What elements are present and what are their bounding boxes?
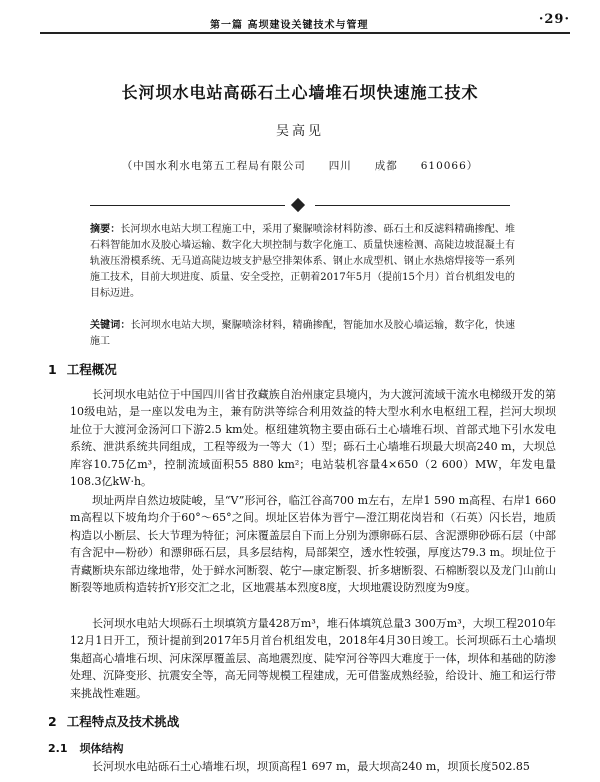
paragraph-1: 长河坝水电站位于中国四川省甘孜藏族自治州康定县境内，为大渡河流域干流水电梯级开发的第10级电站，是一座以发电为主，兼有防洪等综合利用效益的特大型水利水电枢纽工程，拦河大坝坝址位于大渡河金汤河口下游2.5 km处。枢纽建筑物主要由砾石土心墙堆石坝、首部式地下引水发电系统、泄洪系统共同组成，工程等级为一等大（1）型；砾石土心墙堆石坝最大坝高240 m，大坝总库容10.75亿m³，控制流域面积55 880 km²；电站装机容量4×650（2 600）MW，年发电量108.3亿kW·h。 <box>70 388 556 489</box>
paragraph-3: 长河坝水电站大坝砾石土坝填筑方量428万m³，堆石体填筑总量3 300万m³，大坝工程2010年12月1日开工，预计提前到2017年5月首台机组发电，2018年4月30日竣工。长河坝砾石土心墙坝集超高心墙堆石坝、河床深厚覆盖层、高地震烈度、陡窄河谷等四大难度于一体，坝体和基础的防渗处理、沉降变形、抗震安全等，高无同等规模工程建成，无可借鉴成熟经验，给设计、施工和运行带来挑战性难题。 <box>70 617 556 700</box>
section-heading-2 <box>48 712 179 730</box>
section-number: 2 <box>48 714 57 729</box>
section-title: 工程概况 <box>66 362 117 377</box>
section-title: 工程特点及技术挑战 <box>66 714 180 729</box>
paragraph-2: 坝址两岸自然边坡陡峻，呈“V”形河谷，临江谷高700 m左右，左岸1 590 m高程、右岸1 660 m高程以下坡角均介于60°～65°之间。坝址区岩体为晋宁—澄江期花岗岩和（石英）闪长岩，地质构造以小断层、长大节理为特征；河床覆盖层自下而上分别为漂卵砾石层、含泥漂卵砂砾石层（中部有含泥中—粉砂）和漂卵砾石层，具多层结构，局部架空，透水性较强，厚度达79.3 m。坝址位于青藏断块东部边缘地带，处于鲜水河断裂、乾宁—康定断裂、折多塘断裂、石棉断裂以及龙门山前山断裂等地质构造转折Y形交汇之北，区地震基本烈度8度，大坝地震设防烈度为9度。 <box>70 494 556 595</box>
keywords <box>90 318 515 350</box>
subsection-number: 2.1 <box>48 742 68 755</box>
author-affiliation: （中国水利水电第五工程局有限公司 四川 成都 610066） <box>121 160 479 172</box>
divider-line-right <box>315 205 510 206</box>
page-number: ·29· <box>538 12 570 27</box>
article-author: 吴高见 <box>275 124 324 139</box>
keywords-label: 关键词： <box>90 320 131 331</box>
running-title: 第一篇 高坝建设关键技术与管理 <box>210 20 369 31</box>
keywords-text: 长河坝水电站大坝，聚脲喷涂材料，精确掺配，智能加水及胶心墙运输，数字化，快速施工 <box>90 320 516 347</box>
abstract <box>90 222 515 302</box>
running-header <box>40 12 570 34</box>
subsection-title: 坝体结构 <box>79 742 124 755</box>
paragraph-4: 长河坝水电站砾石土心墙堆石坝，坝顶高程1 697 m，最大坝高240 m，坝顶长度502.85 <box>92 760 530 773</box>
section-heading-1 <box>48 360 117 378</box>
diamond-ornament-icon <box>291 198 305 212</box>
section-number: 1 <box>48 362 57 377</box>
article-title: 长河坝水电站高砾石土心墙堆石坝快速施工技术 <box>121 83 479 102</box>
subsection-heading-2-1 <box>48 740 124 756</box>
abstract-label: 摘要： <box>90 224 121 235</box>
ornament-divider <box>90 201 510 211</box>
divider-line-left <box>90 205 285 206</box>
abstract-text: 长河坝水电站大坝工程施工中，采用了聚脲喷涂材料防渗、砾石土和反滤料精确掺配、堆石料智能加水及胶心墙运输、数字化大坝控制与数字化施工、质量快速检测、高陡边坡混凝土有轨液压滑模系统、无马道高陡边坡支护悬空排架体系、钢止水成型机、钢止水热熔焊接等一系列施工技术，目前大坝进度、质量、安全受控，正朝着2017年5月（提前15个月）首台机组发电的目标迈进。 <box>90 224 516 299</box>
